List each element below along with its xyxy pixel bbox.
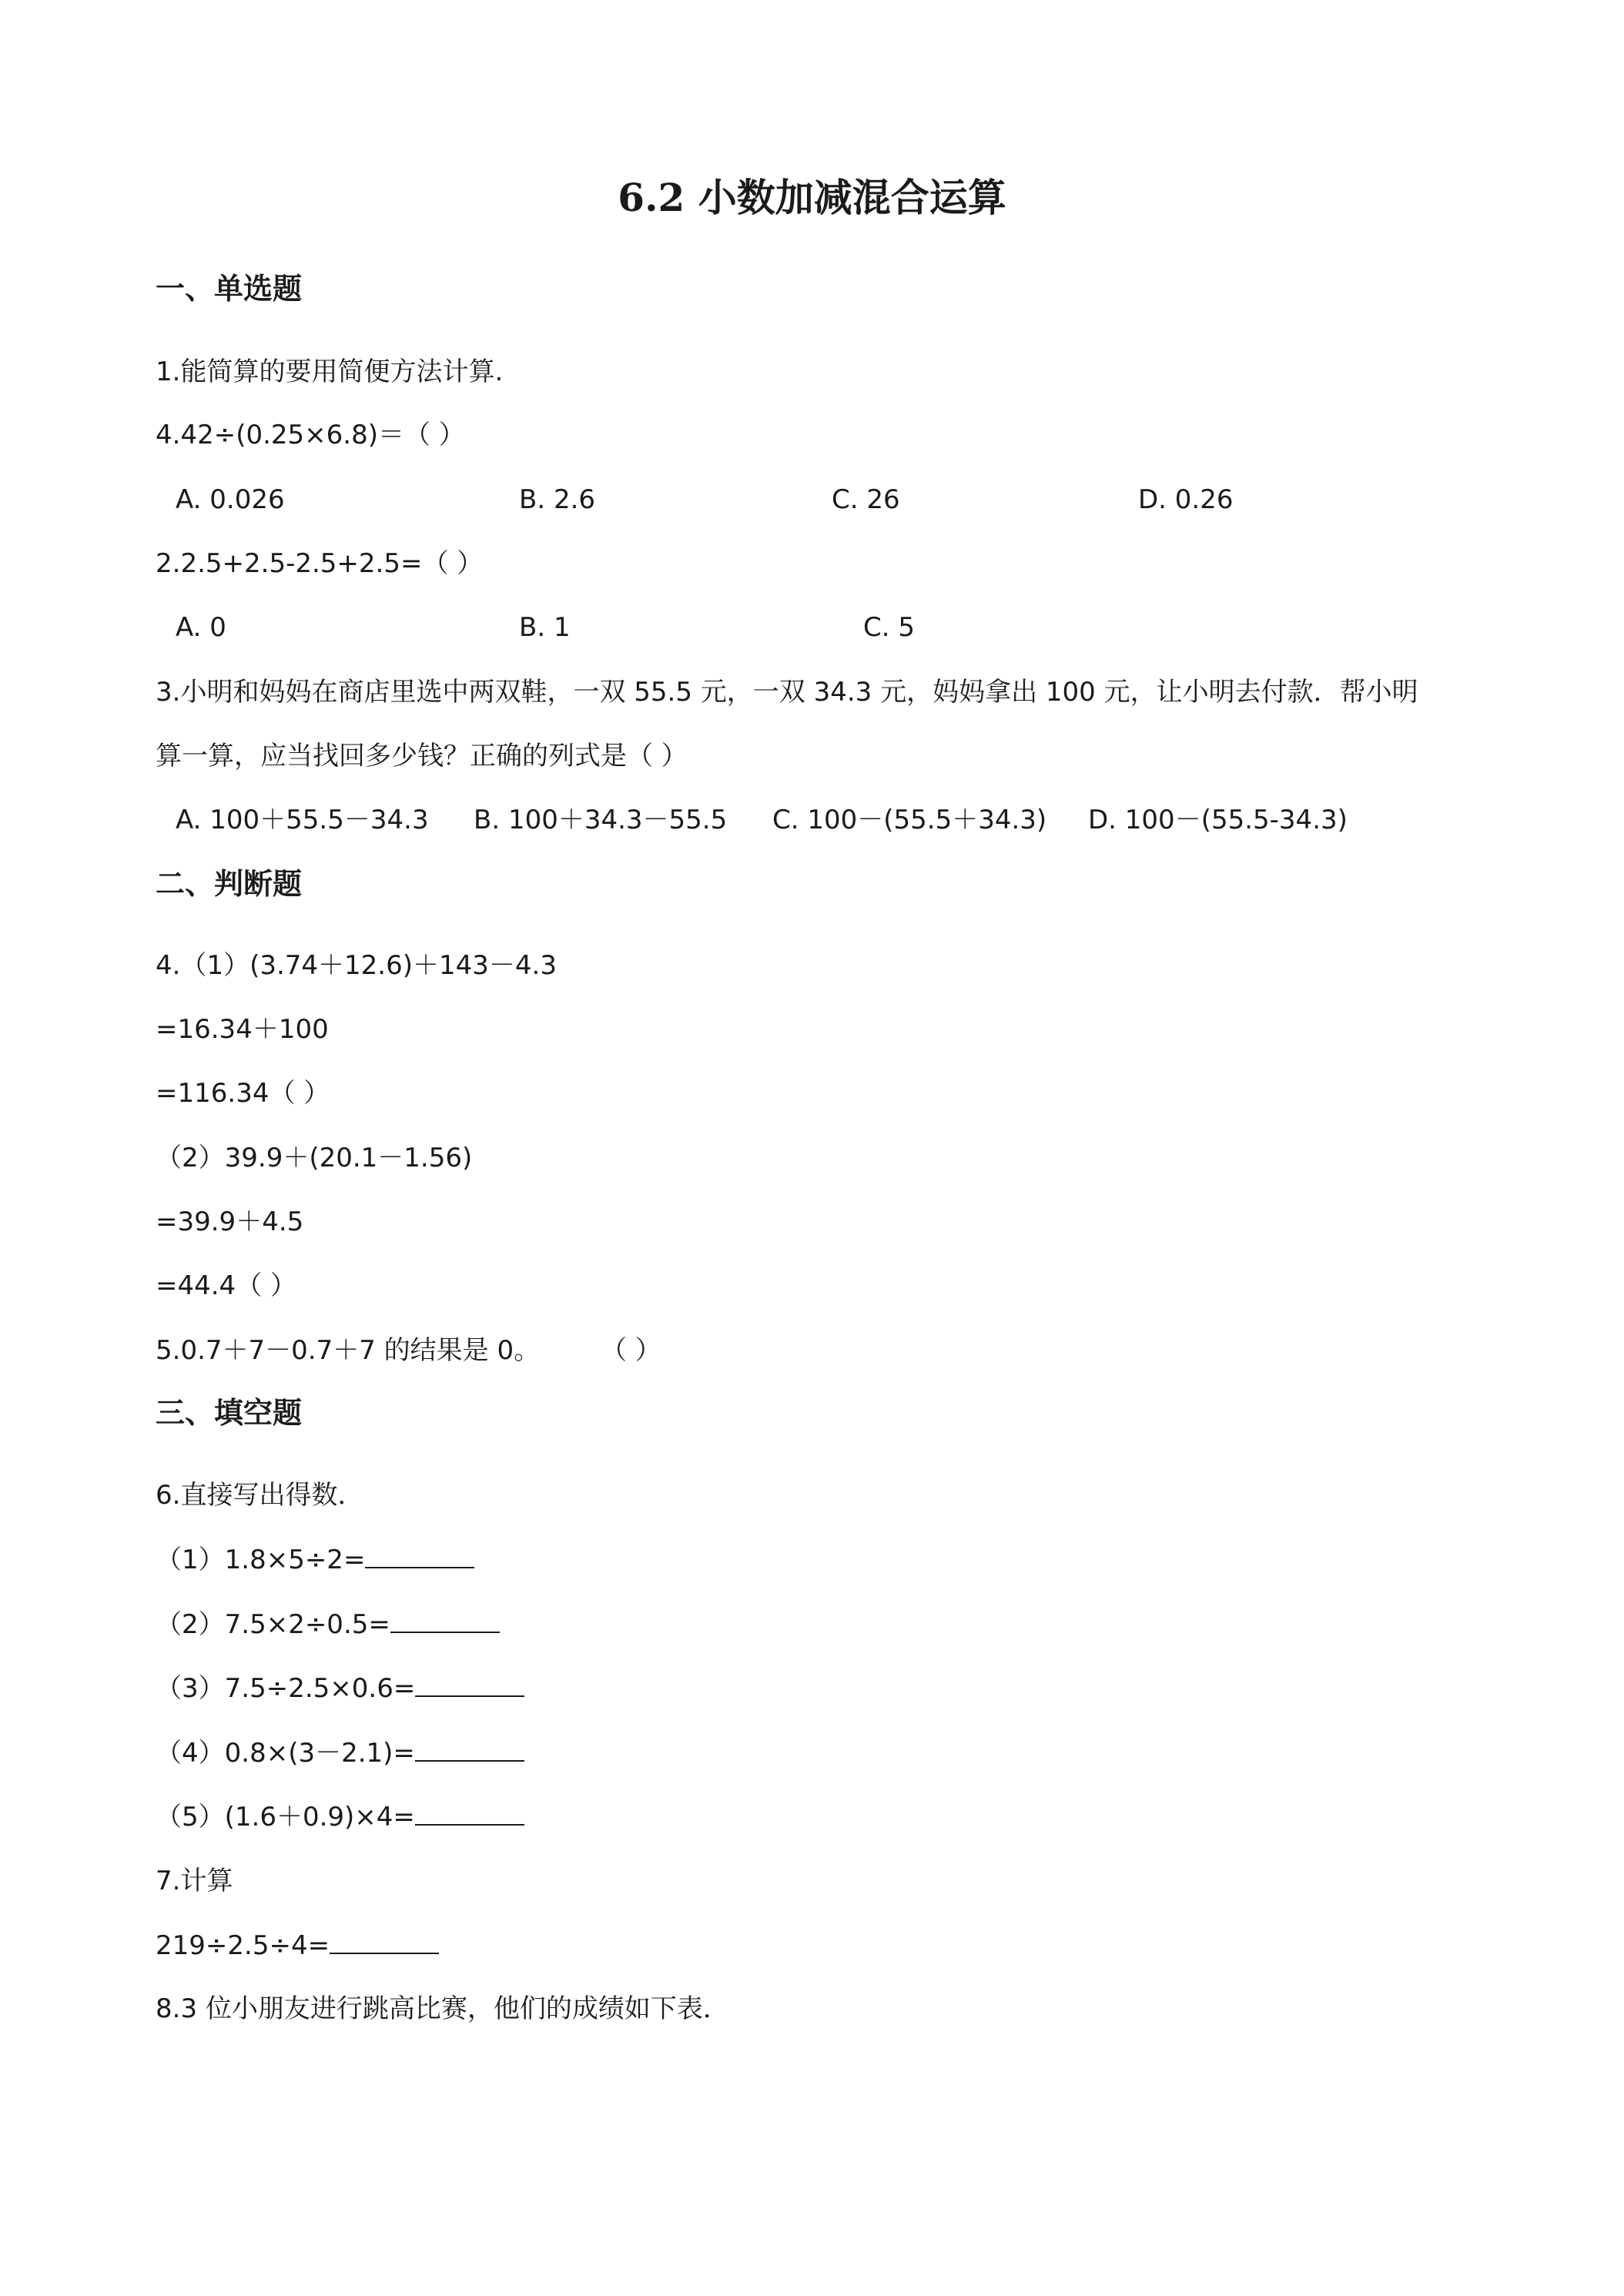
question-3-line-2: 算一算，应当找回多少钱？正确的列式是（ ） (156, 741, 688, 771)
question-3-line-1: 3.小明和妈妈在商店里选中两双鞋，一双 55.5 元，一双 34.3 元，妈妈拿出 100 元，让小明去付款．帮小明 (156, 677, 1418, 708)
question-6-item-1: （1）1.8×5÷2= (156, 1542, 474, 1577)
question-2-option-c[interactable]: C. 5 (863, 612, 915, 643)
section-heading-single-choice: 一、单选题 (156, 272, 303, 306)
question-3-option-b[interactable]: B. 100＋34.3－55.5 (474, 805, 728, 835)
question-3-option-d[interactable]: D. 100－(55.5-34.3) (1088, 805, 1348, 835)
question-1-option-b[interactable]: B. 2.6 (519, 484, 596, 515)
question-4-line-2: =16.34＋100 (156, 1014, 329, 1045)
question-1-option-c[interactable]: C. 26 (832, 484, 900, 515)
question-2-option-b[interactable]: B. 1 (519, 612, 571, 643)
question-7-expression: 219÷2.5÷4= (156, 1928, 439, 1963)
question-1-intro: 1.能简算的要用简便方法计算. (156, 356, 504, 387)
answer-blank[interactable] (415, 1671, 524, 1697)
section-heading-true-false: 二、判断题 (156, 867, 303, 901)
page-title: 6.2 小数加减混合运算 (618, 175, 1006, 220)
question-6-intro: 6.直接写出得数． (156, 1480, 364, 1511)
answer-blank[interactable] (415, 1799, 524, 1826)
question-4-line-5: =39.9＋4.5 (156, 1207, 304, 1237)
question-7-intro: 7.计算 (156, 1866, 233, 1896)
section-heading-fill-blank: 三、填空题 (156, 1396, 303, 1430)
question-1-expression: 4.42÷(0.25×6.8)＝（ ） (156, 420, 465, 450)
question-3-option-c[interactable]: C. 100－(55.5＋34.3) (772, 805, 1047, 835)
question-6-item-3: （3）7.5÷2.5×0.6= (156, 1671, 524, 1705)
answer-blank[interactable] (415, 1735, 524, 1762)
question-4-line-6: =44.4（ ） (156, 1270, 296, 1301)
answer-blank[interactable] (390, 1607, 500, 1633)
question-1-option-d[interactable]: D. 0.26 (1138, 484, 1234, 515)
question-3-option-a[interactable]: A. 100＋55.5－34.3 (176, 805, 429, 835)
question-1-option-a[interactable]: A. 0.026 (176, 484, 285, 515)
question-2-option-a[interactable]: A. 0 (176, 612, 226, 643)
question-6-item-2: （2）7.5×2÷0.5= (156, 1607, 500, 1642)
question-6-item-5: （5）(1.6＋0.9)×4= (156, 1799, 524, 1834)
question-2-expression: 2.2.5+2.5-2.5+2.5=（ ） (156, 548, 484, 579)
question-4-line-3: =116.34（ ） (156, 1078, 330, 1109)
question-4-line-1: 4.（1）(3.74＋12.6)＋143－4.3 (156, 950, 557, 981)
question-8-text: 8.3 位小朋友进行跳高比赛，他们的成绩如下表． (156, 1993, 729, 2024)
question-4-line-4: （2）39.9＋(20.1－1.56) (156, 1143, 473, 1173)
question-6-item-4: （4）0.8×(3－2.1)= (156, 1735, 524, 1770)
answer-blank[interactable] (330, 1928, 439, 1954)
question-5-text: 5.0.7＋7－0.7＋7 的结果是 0。 (156, 1335, 541, 1366)
question-5-answer-parentheses: （ ） (601, 1335, 661, 1366)
answer-blank[interactable] (365, 1542, 474, 1568)
